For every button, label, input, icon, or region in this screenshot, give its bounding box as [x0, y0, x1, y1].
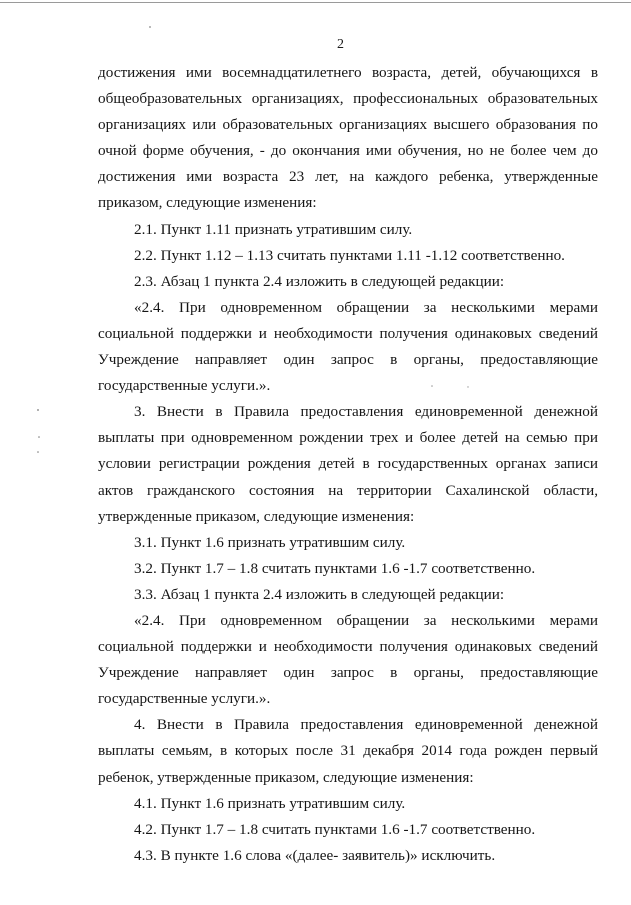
text-line: очной форме обучения, - до окончания ими обучения, но не более чем до: [98, 142, 598, 160]
text-line: утвержденные приказом, следующие изменения:: [98, 507, 415, 525]
text-line: 3.3. Абзац 1 пункта 2.4 изложить в следующей редакции:: [134, 585, 505, 603]
text-line: государственные услуги.».: [98, 377, 271, 395]
text-line: 2.1. Пункт 1.11 признать утратившим силу.: [134, 220, 413, 238]
scan-top-edge: [0, 2, 631, 3]
text-line: приказом, следующие изменения:: [98, 194, 317, 212]
text-line: ребенок, утвержденные приказом, следующие изменения:: [98, 768, 474, 786]
text-line: «2.4. При одновременном обращении за несколькими мерами: [134, 298, 598, 316]
text-line: Учреждение направляет один запрос в органы, предоставляющие: [98, 351, 598, 369]
scan-speck: [37, 451, 39, 453]
text-line: условии регистрации рождения детей в государственных органах записи: [98, 455, 598, 473]
text-line: 2.3. Абзац 1 пункта 2.4 изложить в следующей редакции:: [134, 272, 505, 290]
text-line: выплаты при одновременном рождении трех и более детей на семью при: [98, 429, 598, 447]
text-line: 4.3. В пункте 1.6 слова «(далее- заявитель)» исключить.: [134, 846, 496, 864]
page-number: 2: [337, 37, 344, 52]
text-line: Учреждение направляет один запрос в органы, предоставляющие: [98, 664, 598, 682]
text-line: 2.2. Пункт 1.12 – 1.13 считать пунктами 1.11 -1.12 соответственно.: [134, 246, 565, 264]
text-line: 4.1. Пункт 1.6 признать утратившим силу.: [134, 794, 406, 812]
text-line: 4. Внести в Правила предоставления единовременной денежной: [134, 716, 598, 734]
document-body: [98, 60, 598, 869]
text-line: организациях или образовательных организациях высшего образования по: [98, 116, 598, 134]
scan-speck: [37, 409, 39, 411]
text-line: выплаты семьям, в которых после 31 декабря 2014 года рожден первый: [98, 742, 598, 760]
scan-speck: [38, 436, 40, 438]
text-line: 3.1. Пункт 1.6 признать утратившим силу.: [134, 533, 406, 551]
text-line: социальной поддержки и необходимости получения одинаковых сведений: [98, 324, 598, 342]
text-line: государственные услуги.».: [98, 690, 271, 708]
text-line: 3. Внести в Правила предоставления единовременной денежной: [134, 403, 598, 421]
scan-speck: [149, 26, 151, 28]
text-line: 4.2. Пункт 1.7 – 1.8 считать пунктами 1.6 -1.7 соответственно.: [134, 820, 536, 838]
text-line: достижения ими возраста 23 лет, на каждого ребенка, утвержденные: [98, 168, 598, 186]
text-line: социальной поддержки и необходимости получения одинаковых сведений: [98, 638, 598, 656]
text-line: актов гражданского состояния на территории Сахалинской области,: [98, 481, 598, 499]
text-line: «2.4. При одновременном обращении за несколькими мерами: [134, 611, 598, 629]
text-line: 3.2. Пункт 1.7 – 1.8 считать пунктами 1.6 -1.7 соответственно.: [134, 559, 536, 577]
text-line: достижения ими восемнадцатилетнего возраста, детей, обучающихся в: [98, 64, 598, 81]
text-line: общеобразовательных организациях, профессиональных образовательных: [98, 90, 598, 108]
